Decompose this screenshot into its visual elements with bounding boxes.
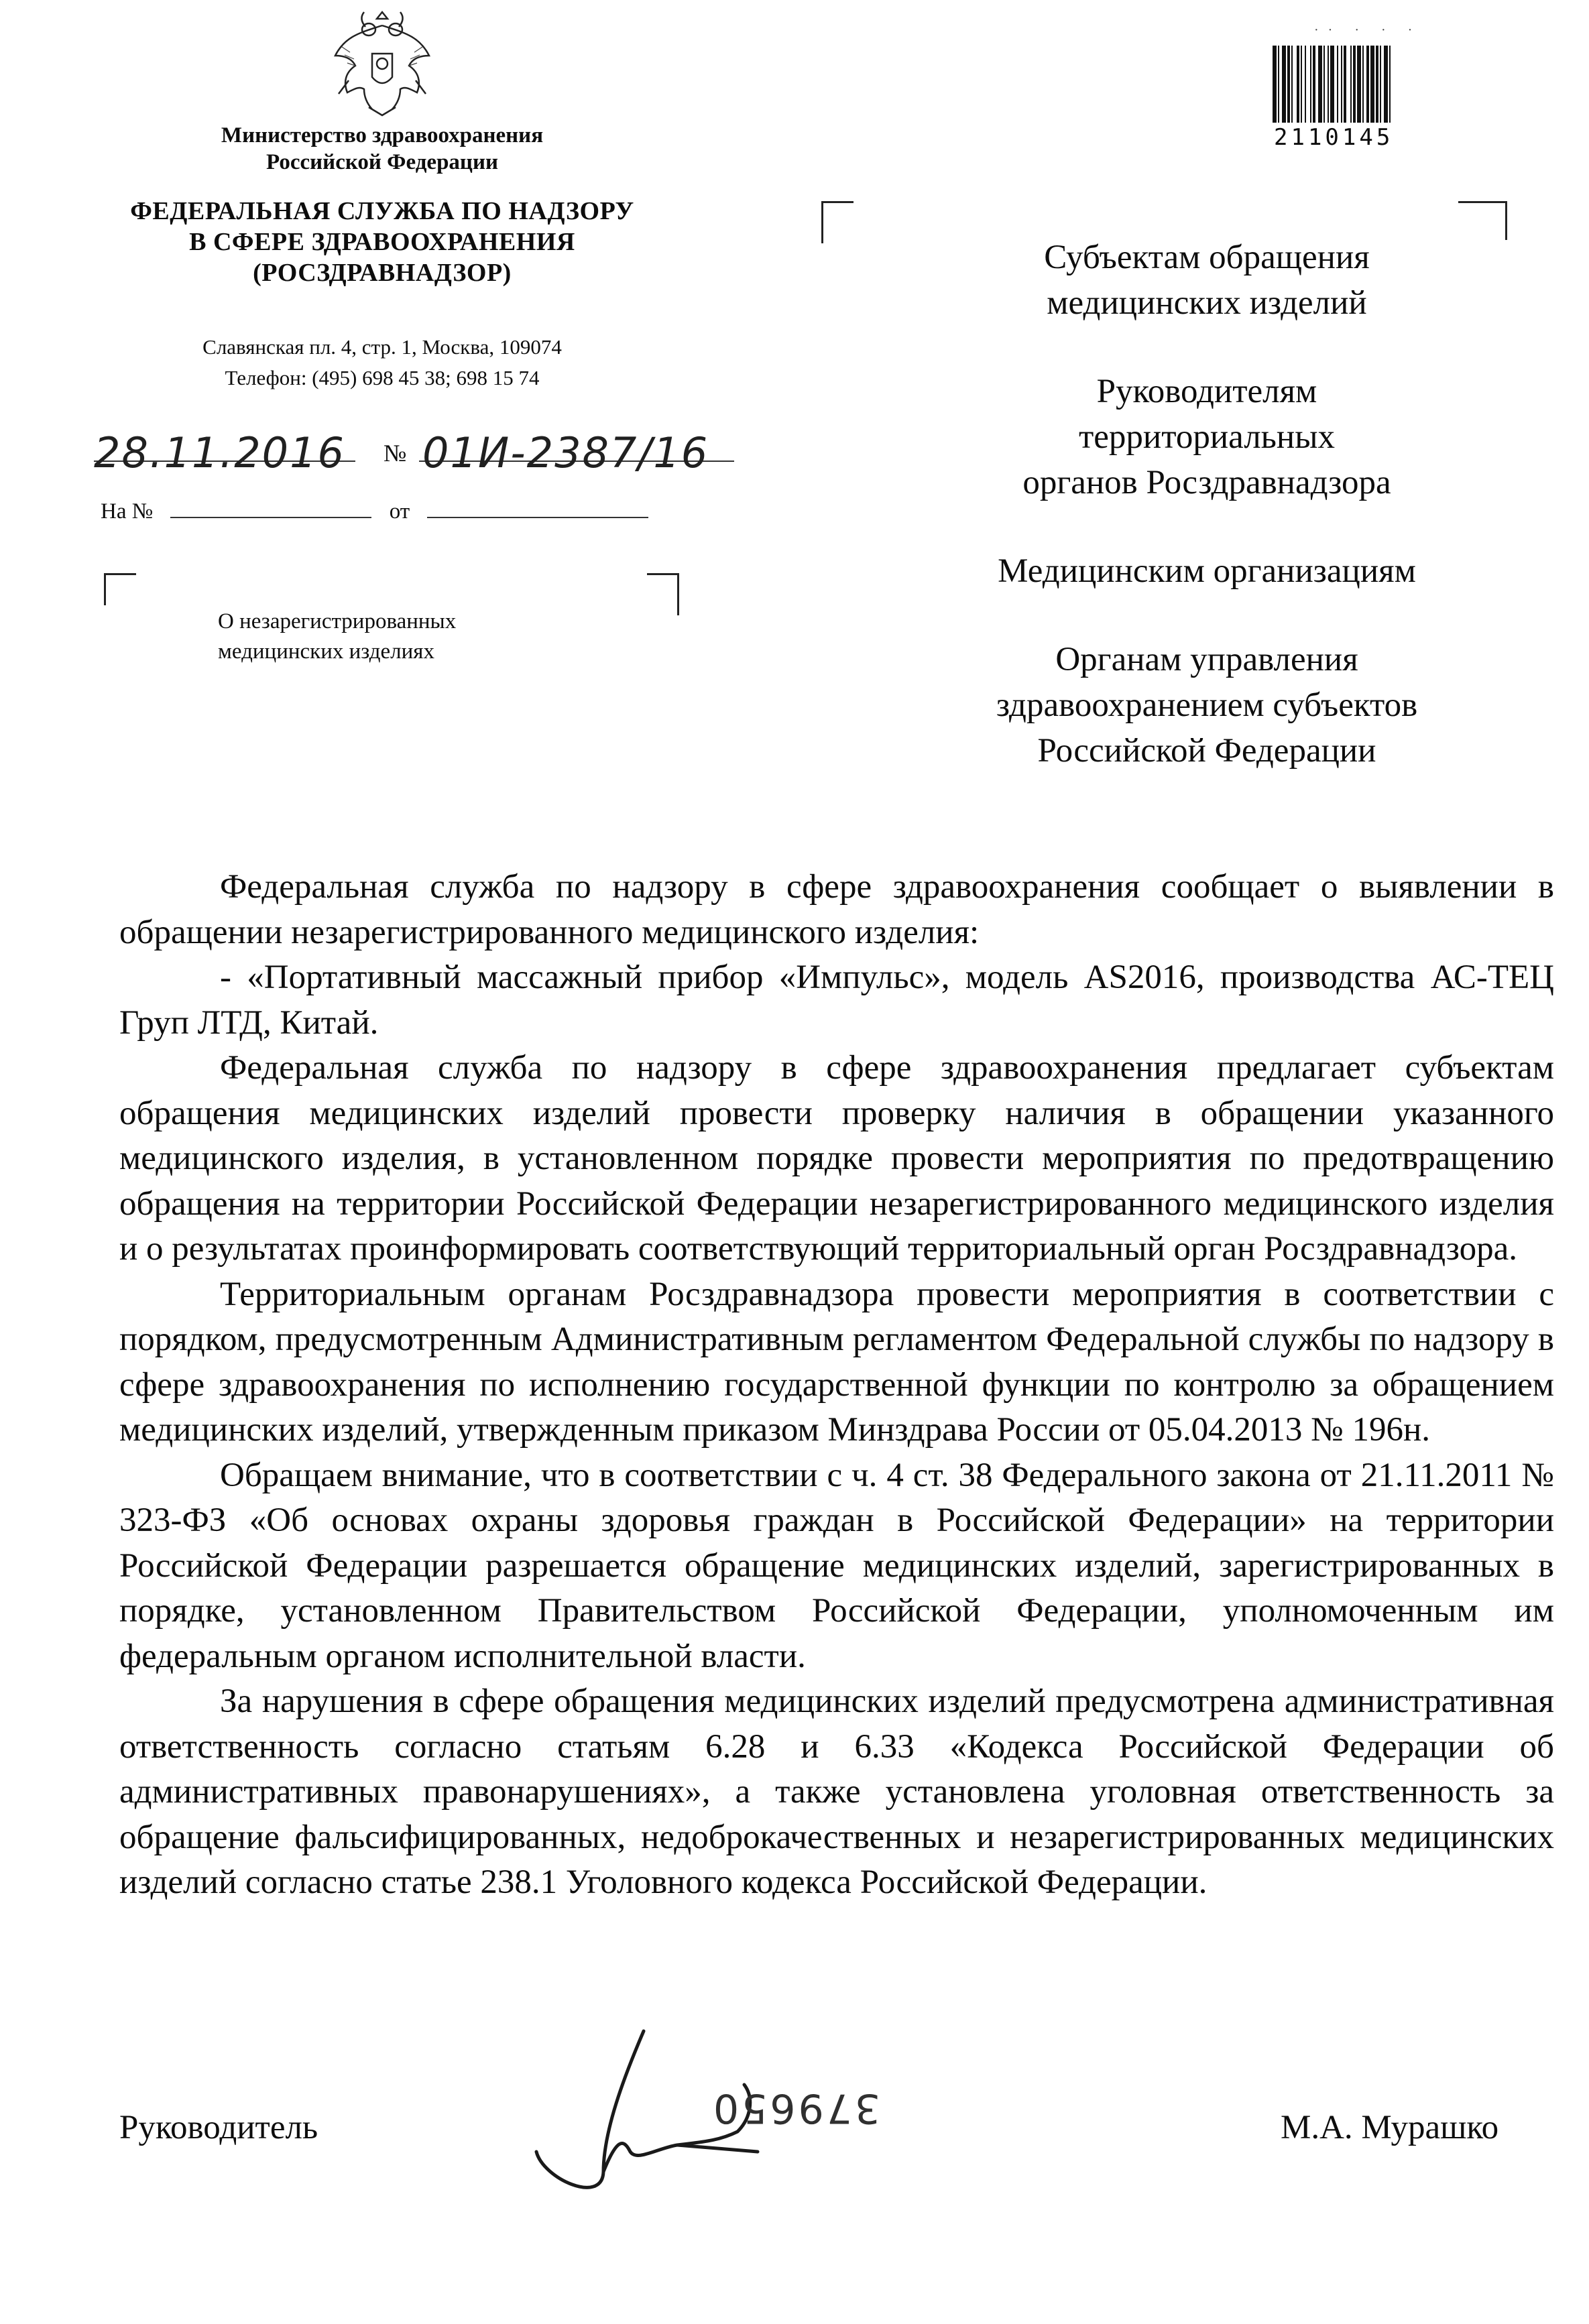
barcode-bar [1310, 46, 1311, 123]
barcode-bar [1323, 46, 1325, 123]
barcode-bar [1313, 46, 1315, 123]
registration-line [94, 428, 751, 493]
address-line: Славянская пл. 4, стр. 1, Москва, 109074 [202, 335, 562, 359]
addressee [872, 637, 1542, 774]
reply-number-blank [170, 499, 371, 518]
reply-date-blank [427, 499, 648, 518]
letter-subject [218, 607, 620, 667]
number-label: № [384, 440, 407, 467]
barcode-bar [1362, 46, 1364, 123]
addressee [872, 235, 1542, 326]
body-paragraph: Обращаем внимание, что в соответствии с ч. 4 ст. 38 Федерального закона от 21.11.2011 № 323-ФЗ «Об основах охраны здоровья граждан в Российской Федерации» на территории Российской Федерации разрешается обращение медицинских изделий, зарегистрированных в порядке, установленном Правительством Российской Федерации, уполномоченным им федеральным органом исполнительной власти. [119, 1456, 1554, 1675]
barcode-bar [1341, 46, 1342, 123]
barcode-bar [1278, 46, 1279, 123]
ministry-name [114, 122, 650, 176]
addressee [872, 369, 1542, 505]
barcode-bar [1389, 46, 1391, 123]
barcode-bar [1287, 46, 1290, 123]
barcode-bar [1337, 46, 1338, 123]
corner-mark [647, 573, 679, 615]
phone-line: Телефон: (495) 698 45 38; 698 15 74 [225, 366, 540, 389]
incoming-stamp-number: 379650 [711, 2085, 881, 2132]
service-name [80, 196, 684, 288]
addressee-line: территориальных [1079, 418, 1335, 456]
addressee-line: Субъектам обращения [1044, 239, 1370, 276]
body-paragraph: За нарушения в сфере обращения медицинских изделий предусмотрена административная ответственность согласно статьям 6.28 и 6.33 «Кодекса Российской Федерации об административных правонарушениях», а также установлена уголовная ответственность за обращение фальсифицированных, недоброкачественных и незарегистрированных медицинских изделий согласно статье 238.1 Уголовного кодекса Российской Федерации. [119, 1683, 1554, 1901]
body-paragraph: Федеральная служба по надзору в сфере здравоохранения сообщает о выявлении в обращении незарегистрированного медицинского изделия: [119, 868, 1554, 951]
service-line3: (РОСЗДРАВНАДЗОР) [253, 259, 512, 287]
reply-label: На № [101, 499, 154, 524]
reply-from-label: от [389, 499, 410, 524]
barcode-bar [1328, 46, 1329, 123]
barcode-bar [1350, 46, 1352, 123]
body-paragraph: Территориальным органам Росздравнадзора провести мероприятия в соответствии с порядком, предусмотренным Административным регламентом Федеральной службы по надзору в сфере здравоохранения по исполнению государственной функции по контролю за обращением медицинских изделий, утвержденным приказом Минздрава России от 05.04.2013 № 196н. [119, 1275, 1554, 1449]
subject-line2: медицинских изделиях [218, 639, 434, 664]
ministry-line2: Российской Федерации [266, 150, 498, 174]
corner-mark [821, 201, 854, 243]
addressee-line: Органам управления [1055, 641, 1358, 678]
service-line1: ФЕДЕРАЛЬНАЯ СЛУЖБА ПО НАДЗОРУ [130, 197, 634, 225]
barcode-bar [1330, 46, 1334, 123]
barcode-bar [1273, 46, 1277, 123]
addressee-line: Российской Федерации [1037, 732, 1376, 770]
subject-line1: О незарегистрированных [218, 609, 457, 633]
barcode-number: 2110145 [1274, 124, 1394, 151]
barcode-bar [1301, 46, 1302, 123]
barcode-bar [1282, 46, 1286, 123]
addressee-block [872, 235, 1542, 816]
coat-of-arms-icon [329, 7, 436, 121]
barcode-bar [1376, 46, 1378, 123]
barcode-bar [1366, 46, 1369, 123]
service-line2: В СФЕРЕ ЗДРАВООХРАНЕНИЯ [189, 228, 575, 256]
registration-number: 01И-2387/16 [422, 428, 709, 477]
barcode-icon [1271, 46, 1446, 126]
addressee-line: Руководителям [1096, 373, 1317, 410]
service-address [114, 332, 650, 393]
barcode-bar [1370, 46, 1374, 123]
ministry-line1: Министерство здравоохранения [221, 123, 544, 147]
barcode-bar [1357, 46, 1361, 123]
barcode-bar [1291, 46, 1293, 123]
reply-reference-line [101, 499, 691, 524]
body-paragraph: Федеральная служба по надзору в сфере здравоохранения предлагает субъектам обращения медицинских изделий провести проверку наличия в обращении указанного медицинского изделия, в установленном порядке провести мероприятия по предотвращению обращения на территории Российской Федерации незарегистрированного медицинского изделия и о результатах проинформировать соответствующий территориальный орган Росздравнадзора. [119, 1049, 1554, 1268]
addressee-line: медицинских изделий [1047, 284, 1367, 322]
addressee [872, 548, 1542, 594]
signatory-role: Руководитель [119, 2109, 318, 2146]
body-paragraph: - «Портативный массажный прибор «Импульс», модель AS2016, производства АС-ТЕЦ Груп ЛТД, Китай. [119, 959, 1554, 1042]
barcode-bar [1380, 46, 1381, 123]
letter-body [119, 865, 1554, 1906]
barcode-bar [1353, 46, 1356, 123]
registration-date: 28.11.2016 [94, 428, 345, 477]
corner-mark [104, 573, 136, 605]
addressee-line: здравоохранением субъектов [996, 686, 1418, 724]
barcode-bar [1318, 46, 1322, 123]
barcode-bar [1384, 46, 1388, 123]
barcode-bar [1344, 46, 1346, 123]
barcode-bar [1305, 46, 1306, 123]
addressee-line: органов Росздравнадзора [1022, 464, 1391, 501]
addressee-line: Медицинским организациям [998, 552, 1416, 590]
signatory-name: М.А. Мурашко [1281, 2109, 1499, 2146]
barcode-bar [1297, 46, 1299, 123]
scan-marks: ·· · · · [1314, 23, 1422, 38]
